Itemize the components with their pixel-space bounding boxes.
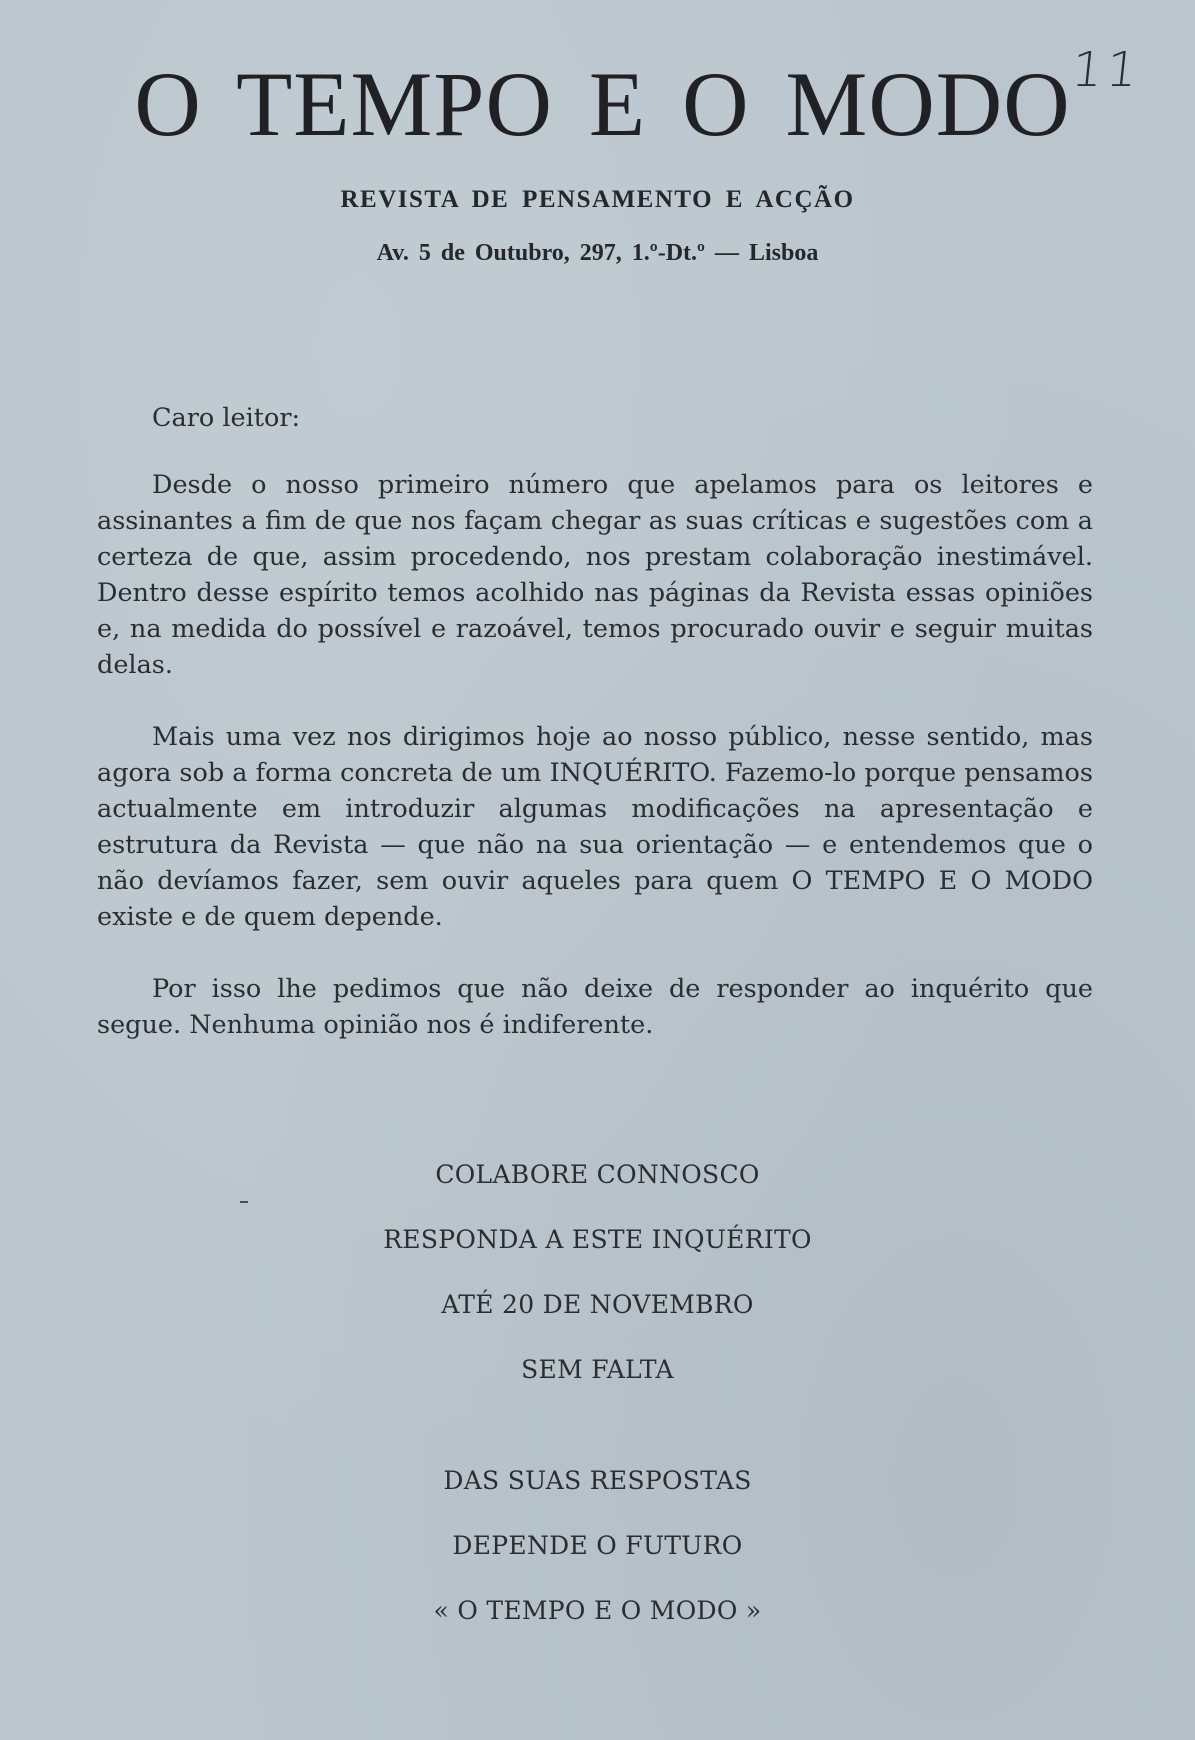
callout-line: COLABORE CONNOSCO [435, 1160, 760, 1189]
callout-line: SEM FALTA [521, 1355, 674, 1384]
callout-line: DEPENDE O FUTURO [452, 1531, 743, 1560]
callout-line: « O TEMPO E O MODO » [433, 1596, 762, 1625]
callout-block-1 [0, 1142, 1195, 1402]
callout-line: RESPONDA A ESTE INQUÉRITO [383, 1225, 812, 1254]
handwritten-page-number: 11 [1069, 42, 1145, 98]
callout-block-2 [0, 1448, 1195, 1643]
salutation: Caro leitor: [152, 403, 301, 433]
letter-body [97, 400, 1093, 1079]
magazine-subtitle: REVISTA DE PENSAMENTO E ACÇÃO [340, 186, 855, 213]
paragraph-2: Mais uma vez nos dirigimos hoje ao nosso público, nesse sentido, mas agora sob a forma concreta de um INQUÉRITO. Fazemo-lo porque pensamos actualmente em introduzir algumas modificações na apresentação e estrutura da Revista — que não na sua orientação — e entendemos que o não devíamos fazer, sem ouvir aqueles para quem O TEMPO E O MODO existe e de quem depende. [97, 722, 1093, 932]
callout-line: ATÉ 20 DE NOVEMBRO [441, 1290, 754, 1319]
masthead [0, 53, 1195, 267]
paragraph-1: Desde o nosso primeiro número que apelamos para os leitores e assinantes a fim de que nos façam chegar as suas críticas e sugestões com a certeza de que, assim procedendo, nos prestam colaboração inestimável. Dentro desse espírito temos acolhido nas páginas da Revista essas opiniões e, na medida do possível e razoável, temos procurado ouvir e seguir muitas delas. [97, 470, 1093, 680]
paragraph-3: Por isso lhe pedimos que não deixe de responder ao inquérito que segue. Nenhuma opinião nos é indiferente. [97, 974, 1093, 1040]
magazine-address: Av. 5 de Outubro, 297, 1.º-Dt.º — Lisboa [376, 240, 819, 266]
magazine-title: O TEMPO E O MODO [134, 53, 1071, 155]
callout-line: DAS SUAS RESPOSTAS [443, 1466, 752, 1495]
